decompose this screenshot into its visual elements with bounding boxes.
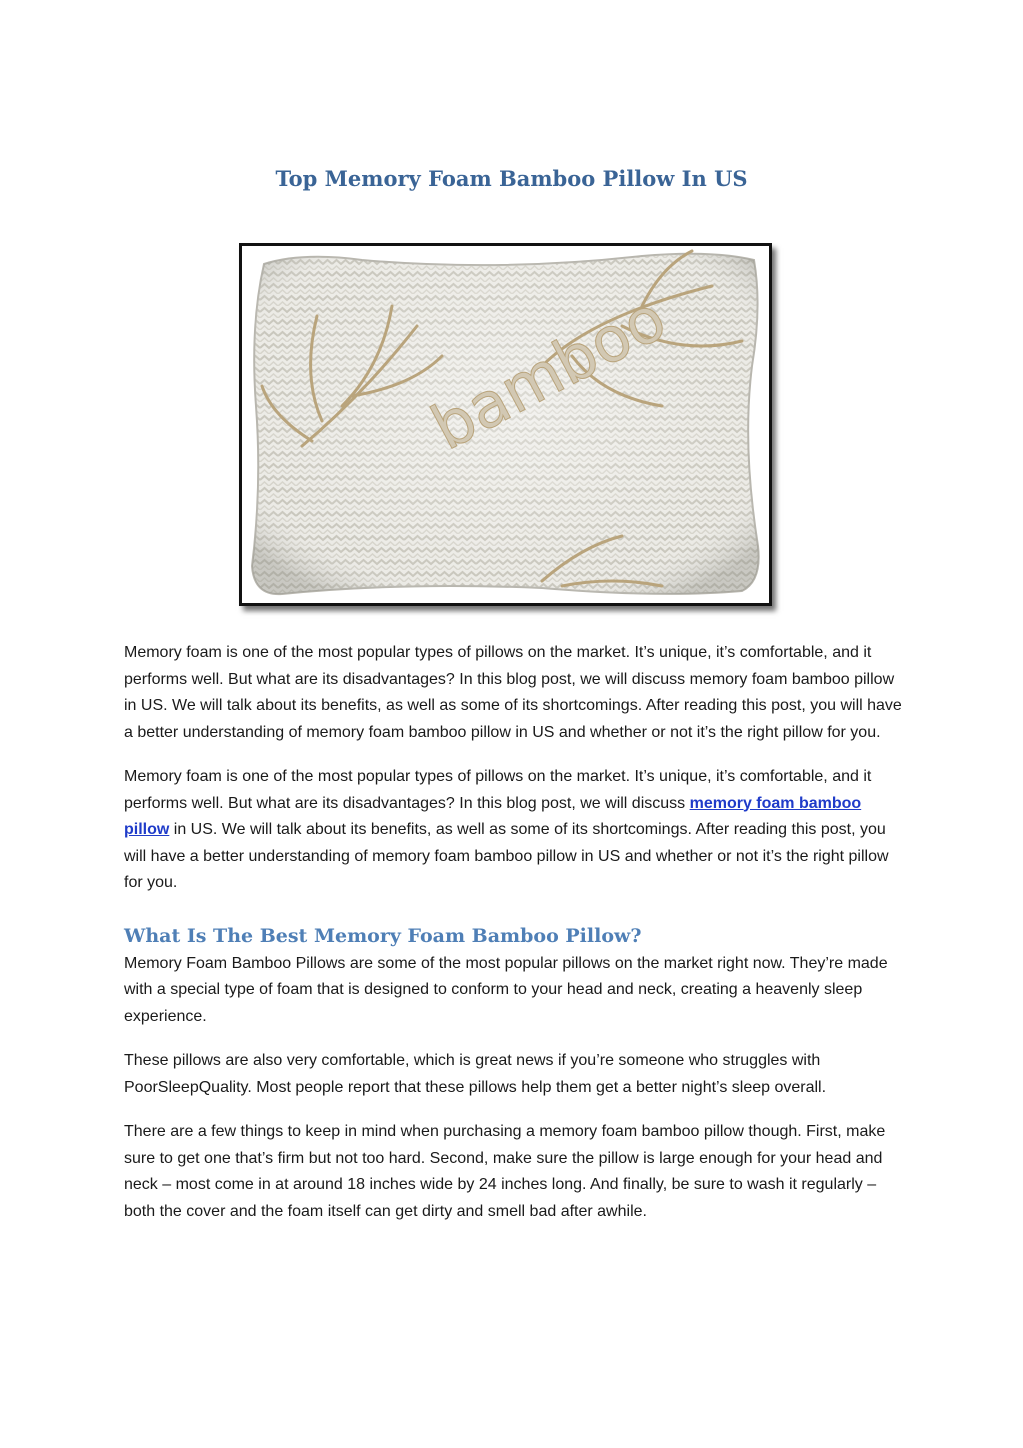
page-title: Top Memory Foam Bamboo Pillow In US	[275, 166, 748, 191]
paragraph-text-before-link: Memory foam is one of the most popular types of pillows on the market. It’s unique, it’s comfortable, and it performs well. But what are its disadvantages? In this blog post, we will discuss	[124, 768, 872, 812]
section-paragraph: There are a few things to keep in mind when purchasing a memory foam bamboo pillow though. First, make sure to get one that’s firm but not too hard. Second, make sure the pillow is large enough for your head and neck – most come in at around 18 inches wide by 24 inches long. And finally, be sure to wash it regularly – both the cover and the foam itself can get dirty and smell bad after awhile.	[124, 1123, 886, 1220]
article-body	[124, 640, 904, 1243]
memory-foam-bamboo-pillow-link[interactable]: memory foam bamboo pillow	[124, 794, 862, 838]
section-paragraph: Memory Foam Bamboo Pillows are some of the most popular pillows on the market right now. They’re made with a special type of foam that is designed to conform to your head and neck, creating a heavenly sleep experience.	[124, 954, 888, 1025]
section-paragraph: These pillows are also very comfortable, which is great news if you’re someone who struggles with PoorSleepQuality. Most people report that these pillows help them get a better night’s sleep overall.	[124, 1052, 827, 1096]
section-heading: What Is The Best Memory Foam Bamboo Pillow?	[124, 924, 642, 947]
paragraph-text-after-link: in US. We will talk about its benefits, as well as some of its shortcomings. After reading this post, you will have a better understanding of memory foam bamboo pillow in US and whether or not it’s the right pillow for you.	[124, 821, 889, 891]
pillow-image	[242, 246, 769, 603]
bamboo-pillow-photo	[239, 243, 772, 606]
intro-paragraph-with-link	[124, 764, 904, 897]
pillow-print-text: bamboo	[419, 281, 678, 465]
intro-paragraph: Memory foam is one of the most popular types of pillows on the market. It’s unique, it’s comfortable, and it performs well. But what are its disadvantages? In this blog post, we will discuss memory foam bamboo pillow in US. We will talk about its benefits, as well as some of its shortcomings. After reading this post, you will have a better understanding of memory foam bamboo pillow in US and whether or not it’s the right pillow for you.	[124, 644, 902, 741]
